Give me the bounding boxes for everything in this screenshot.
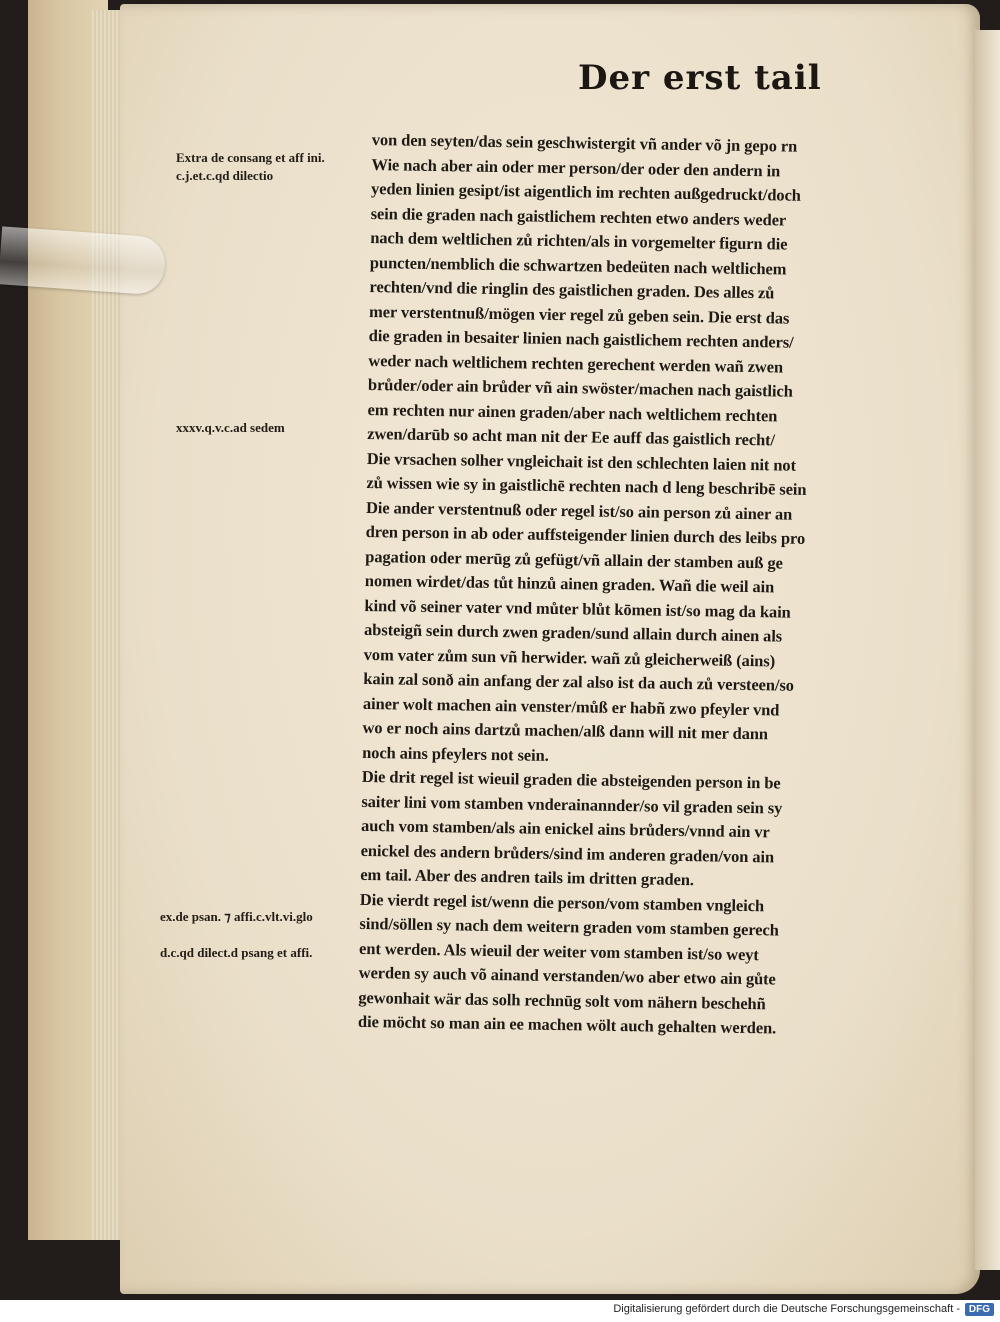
dfg-logo: DFG xyxy=(965,1303,994,1316)
text-line: yeden linien gesipt/ist aigentlich im rechten außgedruckt/doch xyxy=(370,178,801,205)
text-line: nomen wirdet/das tůt hinzů ainen graden. Wañ die weil ain xyxy=(364,570,775,597)
text-line: die graden in besaiter linien nach gaistlichem rechten anders/ xyxy=(368,325,794,352)
text-line: sind/söllen sy nach dem weitern graden vom stamben gerech xyxy=(359,913,779,940)
main-text-block xyxy=(358,128,928,1043)
text-line: em tail. Aber des andren tails im dritten graden. xyxy=(360,864,695,890)
text-line: dren person in ab oder auffsteigender linien durch des leibs pro xyxy=(365,521,806,548)
text-line: von den seyten/das sein geschwistergit vñ ander võ jn gepo rn xyxy=(371,129,798,156)
margin-note: ex.de psan. ⁊ affi.c.vlt.vi.glo xyxy=(160,909,313,924)
margin-note: d.c.qd dilect.d psang et affi. xyxy=(160,945,313,960)
facing-page-edge xyxy=(975,30,1000,1270)
text-line: rechten/vnd die ringlin des gaistlichen graden. Des alles zů xyxy=(369,276,775,303)
text-line: kind võ seiner vater vnd můter blůt kōmen ist/so mag da kain xyxy=(364,595,791,622)
text-line: die möcht so man ain ee machen wölt auch gehalten werden. xyxy=(357,1011,777,1038)
text-line: Die drit regel ist wieuil graden die absteigenden person in be xyxy=(361,766,781,793)
text-line: kain zal sonð ain anfang der zal also ist da auch zů versteen/so xyxy=(363,668,795,695)
text-line: vom vater zům sun vñ herwider. wañ zů gleicherweiß (ains) xyxy=(363,644,776,670)
page-heading: Der erst tail xyxy=(578,58,822,98)
text-line: brůder/oder ain brůder vñ ain swöster/machen nach gaistlich xyxy=(367,374,793,401)
text-line: sein die graden nach gaistlichem rechten etwo anders weder xyxy=(370,203,787,230)
text-line: noch ains pfeylers not sein. xyxy=(362,742,549,765)
text-line: Die vrsachen solher vngleichait ist den schlechten laien nit not xyxy=(366,448,797,475)
text-line: ainer wolt machen ain venster/můß er habñ zwo pfeyler vnd xyxy=(362,693,780,719)
text-line: ent werden. Als wieuil der weiter vom stamben ist/so weyt xyxy=(358,938,759,964)
margin-note: c.j.et.c.qd dilectio xyxy=(176,168,274,183)
text-line: weder nach weltlichem rechten gerechent werden wañ zwen xyxy=(368,350,784,376)
glass-rod-weight xyxy=(0,226,167,295)
text-line: zů wissen wie sy in gaistlichē rechten nach d leng beschribē sein xyxy=(366,472,807,499)
text-line: nach dem weltlichen zů richten/als in vorgemelter figurn die xyxy=(370,227,788,254)
margin-note: Extra de consang et aff ini. xyxy=(176,150,325,165)
text-line: mer verstentnuß/mögen vier regel zů geben sein. Die erst das xyxy=(368,301,790,328)
text-line: gewonhait wär das solh rechnūg solt vom nähern beschehñ xyxy=(358,987,766,1013)
text-line: puncten/nemblich die schwartzen bedeüten nach weltlichem xyxy=(369,252,787,279)
text-line: Die vierdt regel ist/wenn die person/vom stamben vngleich xyxy=(359,889,765,915)
text-line: absteigñ sein durch zwen graden/sund allain durch ainen als xyxy=(363,619,783,646)
margin-note: xxxv.q.v.c.ad sedem xyxy=(176,420,285,435)
text-line: saiter lini vom stamben vnderainannder/so vil graden sein sy xyxy=(361,791,783,818)
text-line: zwen/darūb so acht man nit der Ee auff das gaistlich recht/ xyxy=(367,423,776,450)
text-line: wo er noch ains dartzů machen/alß dann will nit mer dann xyxy=(362,717,769,744)
text-line: pagation oder merūg zů gefügt/vñ allain der stamben auß ge xyxy=(365,546,783,573)
text-line: Die ander verstentnuß oder regel ist/so ain person zů ainer an xyxy=(365,497,793,524)
text-line: enickel des andern brůders/sind im anderen graden/von ain xyxy=(360,840,775,866)
text-line: em rechten nur ainen graden/aber nach weltlichem rechten xyxy=(367,399,778,425)
funding-credit: Digitalisierung gefördert durch die Deutsche Forschungsgemeinschaft - xyxy=(613,1303,960,1315)
text-line: Wie nach aber ain oder mer person/der oder den andern in xyxy=(371,154,781,180)
text-line: auch vom stamben/als ain enickel ains brůders/vnnd ain vr xyxy=(360,815,770,842)
text-line: werden sy auch võ ainand verstanden/wo aber etwo ain gůte xyxy=(358,962,776,989)
footer-bar xyxy=(0,1300,1000,1322)
